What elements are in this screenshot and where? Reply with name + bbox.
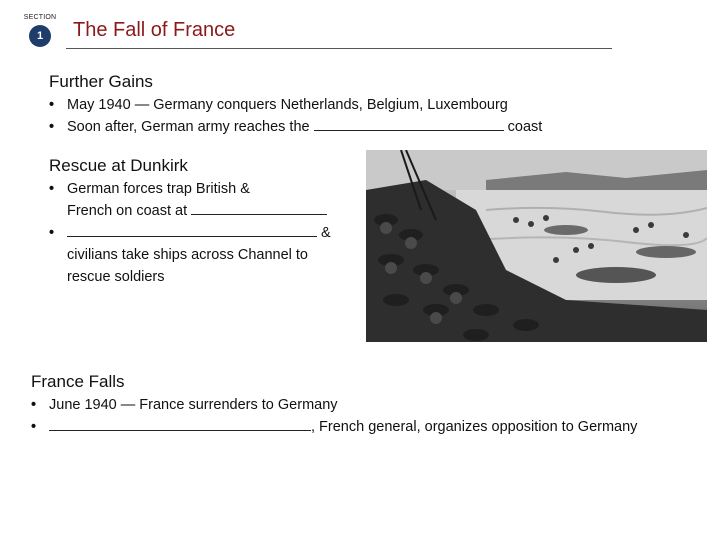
fill-in-blank[interactable] [49, 416, 311, 431]
section-badge [22, 14, 58, 47]
bullet-text: German forces trap British & [67, 181, 250, 197]
list-item [49, 116, 542, 138]
list-item [49, 222, 349, 288]
bullet-text: June 1940 — France surrenders to Germany [49, 397, 338, 413]
bullet-text: & [317, 225, 331, 241]
list-item [31, 416, 637, 438]
page-title: The Fall of France [73, 19, 236, 41]
dunkirk-heading: Rescue at Dunkirk [49, 156, 188, 175]
dunkirk-list [49, 178, 349, 288]
photo-illustration [366, 150, 707, 342]
list-item [49, 94, 542, 116]
list-item [49, 178, 349, 222]
bullet-text: coast [503, 119, 543, 135]
further-gains-heading: Further Gains [49, 72, 153, 91]
bullet-text: rescue soldiers [67, 269, 165, 285]
fill-in-blank[interactable] [314, 116, 504, 131]
france-falls-heading: France Falls [31, 372, 125, 391]
bullet-text: , French general, organizes opposition to Germany [311, 419, 638, 435]
fill-in-blank[interactable] [191, 200, 327, 215]
bullet-text: Soon after, German army reaches the [67, 119, 314, 135]
list-item [31, 394, 637, 416]
section-label: SECTION [23, 14, 57, 21]
bullet-text: May 1940 — Germany conquers Netherlands, Belgium, Luxembourg [67, 97, 508, 113]
soldiers-on-beach-photo [366, 150, 707, 342]
fill-in-blank[interactable] [67, 222, 317, 237]
further-gains-list [49, 94, 542, 138]
bullet-text: civilians take ships across Channel to [67, 247, 308, 263]
section-number: 1 [29, 25, 51, 47]
bullet-text: French on coast at [67, 203, 192, 219]
france-falls-list [31, 394, 637, 438]
title-divider [66, 48, 612, 49]
